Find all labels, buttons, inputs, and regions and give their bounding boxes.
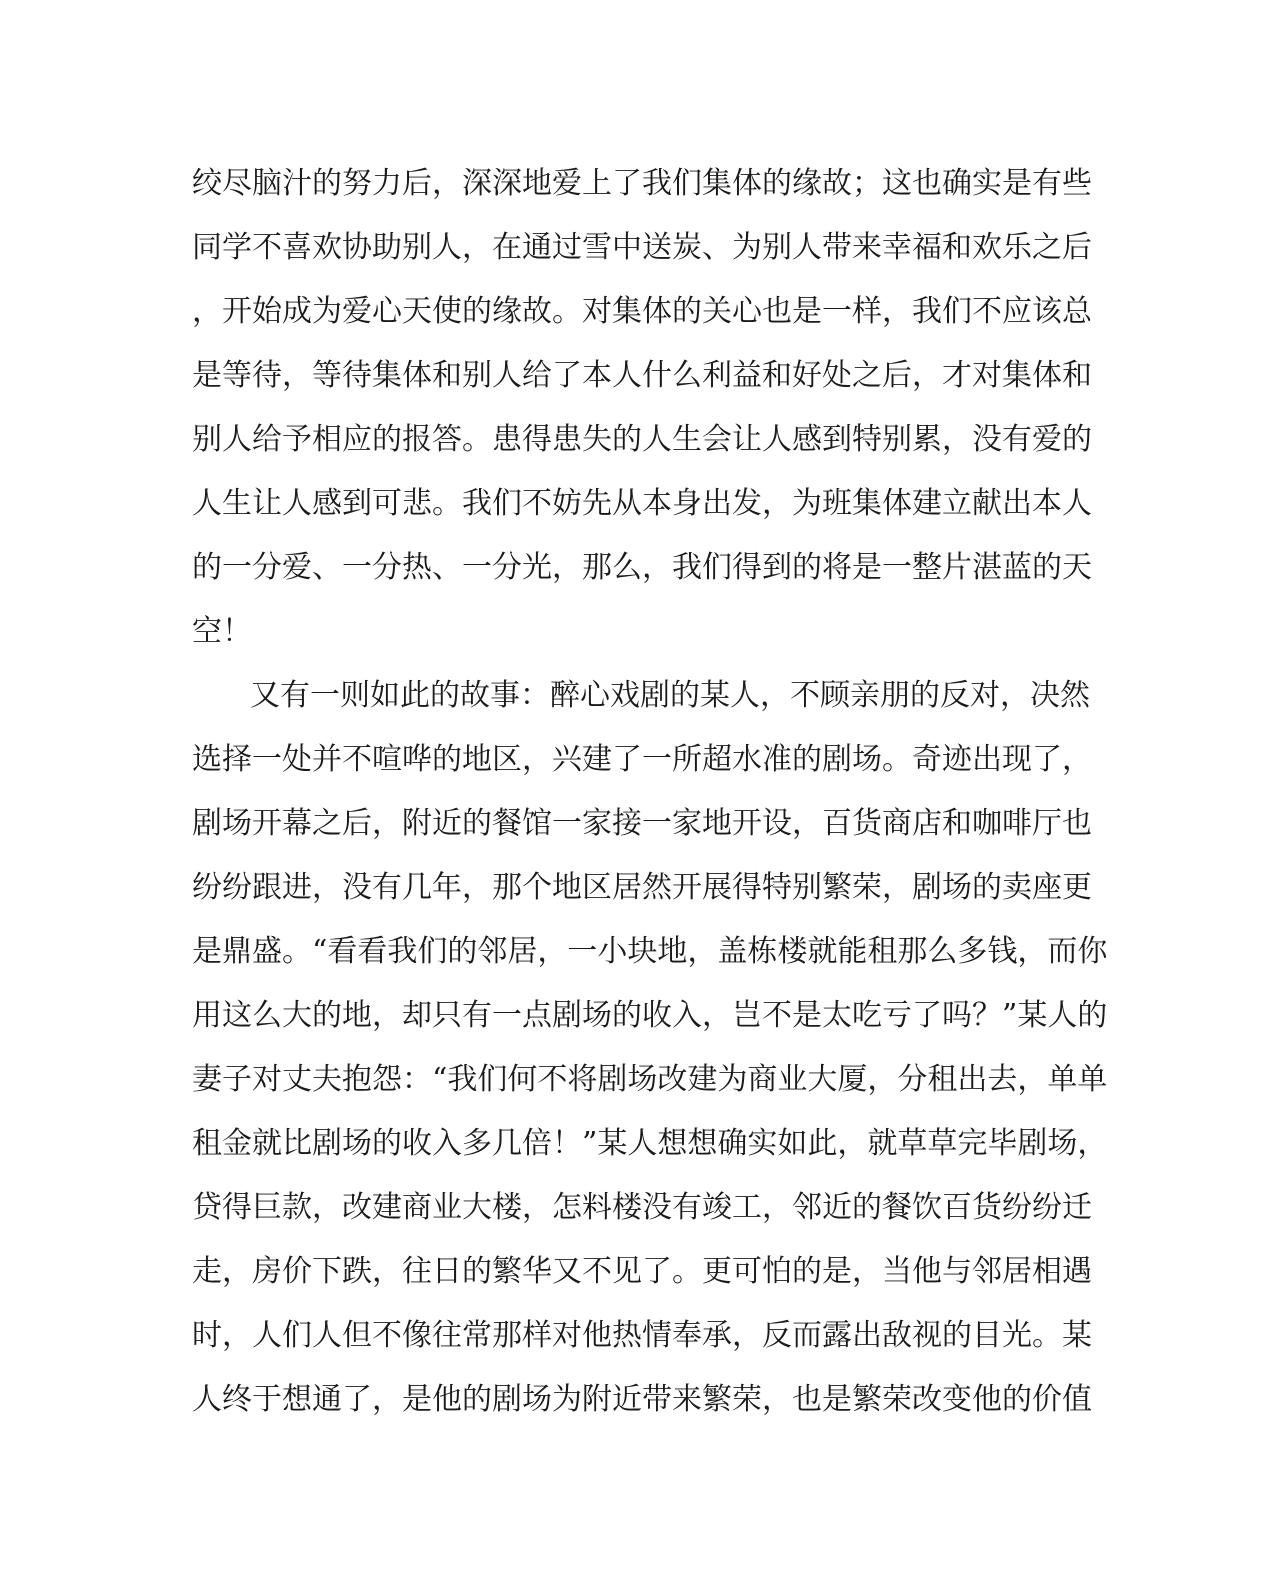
text-line-18: 走，房价下跌，往日的繁华又不见了。更可怕的是，当他与邻居相遇 <box>192 1254 1092 1289</box>
text-line-10: 选择一处并不喧哗的地区，兴建了一所超水准的剧场。奇迹出现了， <box>192 742 1092 777</box>
text-line-1: 绞尽脑汁的努力后，深深地爱上了我们集体的缘故；这也确实是有些 <box>192 166 1092 201</box>
text-line-9: 又有一则如此的故事：醉心戏剧的某人，不顾亲朋的反对，决然 <box>250 678 1090 713</box>
text-line-11: 剧场开幕之后，附近的餐馆一家接一家地开设，百货商店和咖啡厅也 <box>192 806 1092 841</box>
body-text <box>192 152 1108 1432</box>
text-line-7: 的一分爱、一分热、一分光，那么，我们得到的将是一整片湛蓝的天 <box>192 550 1092 585</box>
text-line-13: 是鼎盛。“看看我们的邻居，一小块地，盖栋楼就能租那么多钱，而你 <box>192 934 1108 969</box>
text-line-3: ，开始成为爱心天使的缘故。对集体的关心也是一样，我们不应该总 <box>192 294 1092 329</box>
text-line-19: 时，人们人但不像往常那样对他热情奉承，反而露出敌视的目光。某 <box>192 1318 1092 1353</box>
text-line-15: 妻子对丈夫抱怨：“我们何不将剧场改建为商业大厦，分租出去，单单 <box>192 1062 1108 1097</box>
text-line-6: 人生让人感到可悲。我们不妨先从本身出发，为班集体建立献出本人 <box>192 486 1092 521</box>
text-line-17: 贷得巨款，改建商业大楼，怎料楼没有竣工，邻近的餐饮百货纷纷迁 <box>192 1190 1092 1225</box>
text-line-2: 同学不喜欢协助别人，在通过雪中送炭、为别人带来幸福和欢乐之后 <box>192 230 1092 265</box>
text-line-5: 别人给予相应的报答。患得患失的人生会让人感到特别累，没有爱的 <box>192 422 1092 457</box>
text-line-4: 是等待，等待集体和别人给了本人什么利益和好处之后，才对集体和 <box>192 358 1092 393</box>
text-line-20: 人终于想通了，是他的剧场为附近带来繁荣，也是繁荣改变他的价值 <box>192 1382 1092 1417</box>
text-line-16: 租金就比剧场的收入多几倍！”某人想想确实如此，就草草完毕剧场， <box>192 1126 1108 1161</box>
text-line-12: 纷纷跟进，没有几年，那个地区居然开展得特别繁荣，剧场的卖座更 <box>192 870 1092 905</box>
text-line-8: 空！ <box>192 614 252 649</box>
text-line-14: 用这么大的地，却只有一点剧场的收入，岂不是太吃亏了吗？”某人的 <box>192 998 1108 1033</box>
